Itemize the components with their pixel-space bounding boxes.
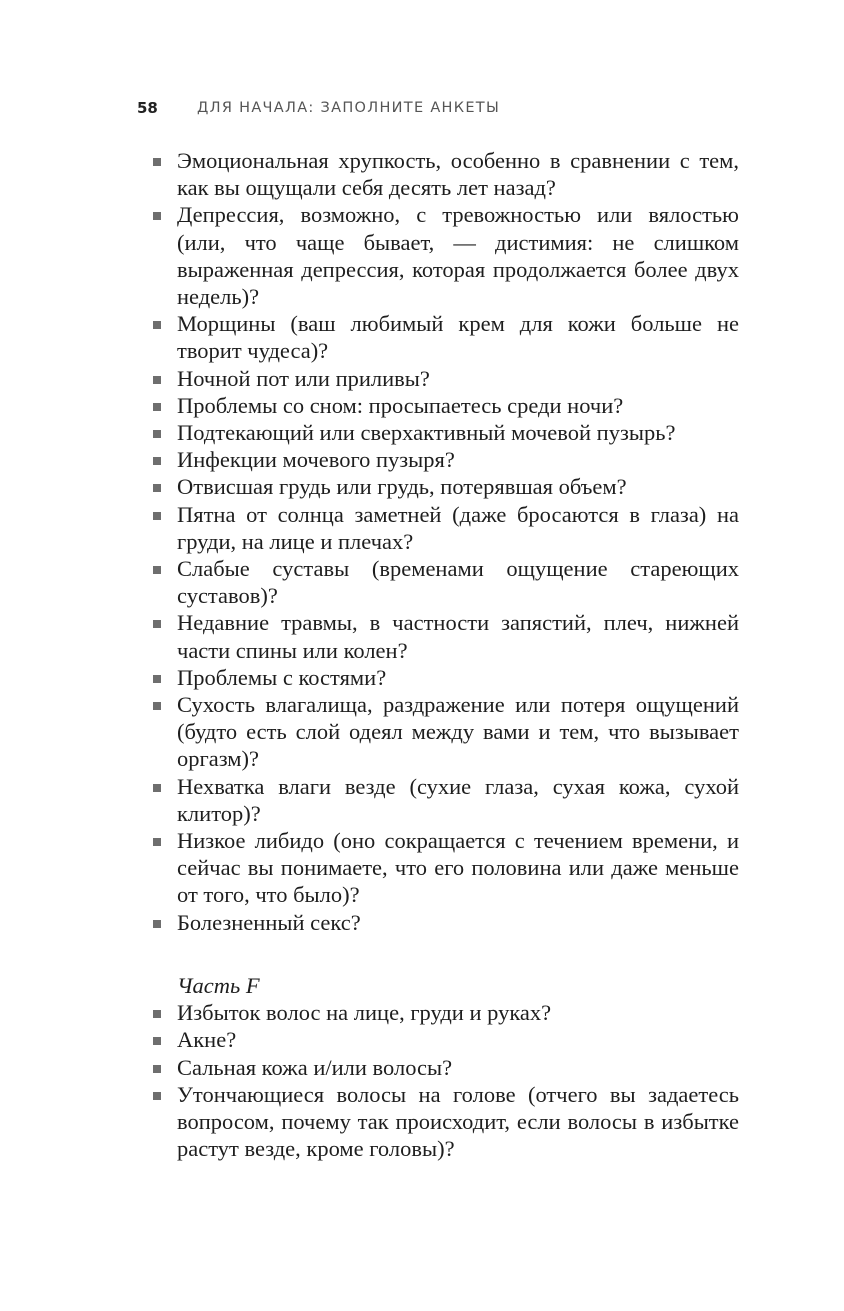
bullet-icon — [153, 1065, 161, 1073]
list-item-text: Акне? — [177, 1027, 237, 1053]
list-item — [153, 664, 739, 691]
bullet-icon — [153, 321, 161, 329]
list-item-text: Недавние травмы, в частности запястий, плеч, нижней части спины или колен? — [177, 610, 739, 663]
bullet-icon — [153, 457, 161, 465]
list-item-text: Депрессия, возможно, с тревожностью или вялостью (или, что чаще бывает, — дистимия: не слишком выраженная депрессия, которая продолжается более двух недель)? — [177, 202, 739, 310]
list-item — [153, 446, 739, 473]
bullet-icon — [153, 403, 161, 411]
bullet-icon — [153, 620, 161, 628]
list-item-text: Сухость влагалища, раздражение или потеря ощущений (будто есть слой одеял между вами и тем, что вызывает оргазм)? — [177, 692, 739, 772]
list-item-text: Проблемы со сном: просыпаетесь среди ночи? — [177, 392, 624, 418]
list-item-text: Избыток волос на лице, груди и руках? — [177, 1000, 552, 1026]
list-item — [153, 691, 739, 773]
bullet-icon — [153, 1092, 161, 1100]
list-item-text: Отвисшая грудь или грудь, потерявшая объем? — [177, 474, 627, 500]
list-item — [153, 773, 739, 827]
list-item — [153, 827, 739, 909]
bullet-icon — [153, 784, 161, 792]
list-item-text: Пятна от солнца заметней (даже бросаются в глаза) на груди, на лице и плечах? — [177, 501, 739, 554]
list-item — [153, 419, 739, 446]
bullet-icon — [153, 430, 161, 438]
bullet-icon — [153, 1010, 161, 1018]
part-f-list — [153, 999, 739, 1162]
list-item — [153, 473, 739, 500]
bullet-icon — [153, 566, 161, 574]
symptom-list — [153, 147, 739, 936]
section-title: ДЛЯ НАЧАЛА: ЗАПОЛНИТЕ АНКЕТЫ — [197, 100, 501, 116]
list-item-text: Сальная кожа и/или волосы? — [177, 1054, 453, 1080]
list-item-text: Слабые суставы (временами ощущение стареющих суставов)? — [177, 556, 739, 609]
bullet-icon — [153, 1037, 161, 1045]
list-item-text: Ночной пот или приливы? — [177, 365, 430, 391]
page-number: 58 — [137, 99, 158, 117]
list-item-text: Инфекции мочевого пузыря? — [177, 447, 455, 473]
bullet-icon — [153, 838, 161, 846]
list-item — [153, 147, 739, 201]
list-item-text: Болезненный секс? — [177, 909, 361, 935]
list-item — [153, 1054, 739, 1081]
list-item — [153, 555, 739, 609]
list-item — [153, 1026, 739, 1053]
bullet-icon — [153, 376, 161, 384]
running-head — [137, 97, 500, 119]
bullet-icon — [153, 212, 161, 220]
part-f-heading: Часть F — [177, 972, 260, 998]
list-item-text: Низкое либидо (оно сокращается с течением времени, и сейчас вы понимаете, что его половина или даже меньше от того, что было)? — [177, 828, 739, 908]
page-body — [153, 147, 739, 1162]
bullet-icon — [153, 158, 161, 166]
list-item-text: Подтекающий или сверхактивный мочевой пузырь? — [177, 420, 676, 446]
list-item — [153, 365, 739, 392]
list-item — [153, 1081, 739, 1163]
bullet-icon — [153, 675, 161, 683]
list-item-text: Нехватка влаги везде (сухие глаза, сухая кожа, сухой клитор)? — [177, 773, 739, 826]
bullet-icon — [153, 484, 161, 492]
list-item — [153, 909, 739, 936]
list-item-text: Проблемы с костями? — [177, 664, 387, 690]
list-item — [153, 999, 739, 1026]
list-item-text: Эмоциональная хрупкость, особенно в сравнении с тем, как вы ощущали себя десять лет назад? — [177, 148, 739, 201]
bullet-icon — [153, 512, 161, 520]
list-item — [153, 609, 739, 663]
list-item — [153, 310, 739, 364]
list-item — [153, 501, 739, 555]
list-item — [153, 392, 739, 419]
bullet-icon — [153, 920, 161, 928]
list-item — [153, 201, 739, 310]
bullet-icon — [153, 702, 161, 710]
list-item-text: Морщины (ваш любимый крем для кожи больше не творит чудеса)? — [177, 311, 739, 364]
list-item-text: Утончающиеся волосы на голове (отчего вы задаетесь вопросом, почему так происходит, если волосы в избытке растут везде, кроме головы)? — [177, 1081, 739, 1162]
